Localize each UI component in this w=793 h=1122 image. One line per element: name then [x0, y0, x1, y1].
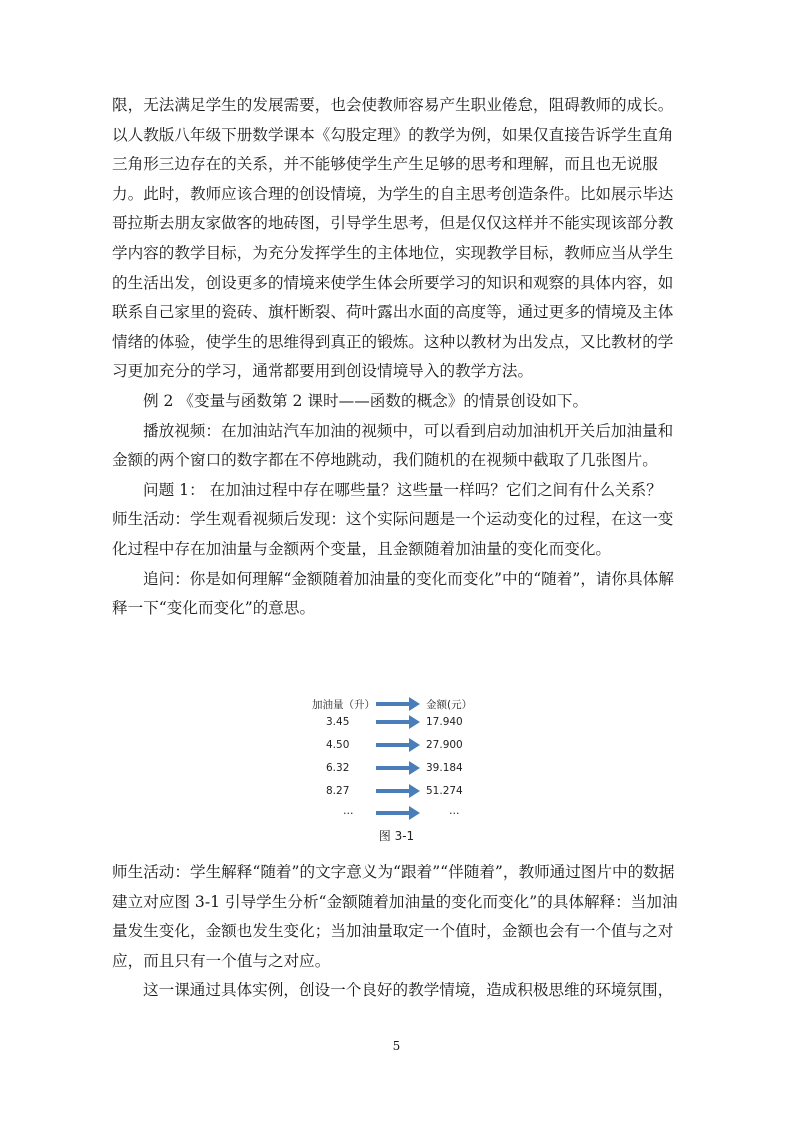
page-number: 5 — [392, 1039, 401, 1053]
figure-left-value: 3.45 — [326, 716, 350, 728]
paragraph: 问题 1： 在加油过程中存在哪些量？这些量一样吗？它们之间有什么关系？ — [143, 480, 662, 499]
figure-left-value: 4.50 — [326, 739, 350, 751]
figure-right-value: 27.900 — [426, 739, 463, 751]
figure-right-value: 51.274 — [426, 785, 463, 797]
figure-right-value: 39.184 — [426, 762, 463, 774]
paragraph: 例 2 《变量与函数第 2 课时——函数的概念》的情景创设如下。 — [143, 391, 589, 410]
figure-header-right: 金额(元） — [426, 699, 473, 711]
arrow-head — [409, 715, 420, 729]
figure-caption: 图 3-1 — [378, 829, 415, 843]
figure-left-value: 8.27 — [326, 785, 350, 797]
paragraph: 师生活动：学生观看视频后发现：这个实际问题是一个运动变化的过程，在这一变化过程中存在加油量与金额两个变量，且金额随着加油量的变化而变化。 — [112, 510, 674, 558]
paragraph: 师生活动：学生解释“随着”的文字意义为“跟着”“伴随着”，教师通过图片中的数据建立对应图 3-1 引导学生分析“金额随着加油量的变化而变化”的具体解释：当加油量发生变化，金额也发生变化；当加油量取定一个值时，金额也会有一个值与之对应，而且只有一个值与之对应。 — [112, 863, 678, 970]
paragraph: 播放视频：在加油站汽车加油的视频中，可以看到启动加油机开关后加油量和金额的两个窗口的数字都在不停地跳动，我们随机的在视频中截取了几张图片。 — [112, 421, 674, 470]
figure-arrows — [0, 687, 793, 847]
figure-right-value: 17.940 — [426, 716, 463, 728]
body-text-top — [112, 91, 682, 624]
arrow-head — [409, 761, 420, 775]
arrow-head — [409, 697, 420, 711]
figure-right-value: … — [449, 805, 460, 817]
body-text-bottom — [112, 858, 682, 1006]
arrow-head — [409, 784, 420, 798]
figure-header-left: 加油量（升） — [312, 699, 375, 711]
paragraph: 这一课通过具体实例，创设一个良好的教学情境，造成积极思维的环境氛围， — [143, 981, 674, 1000]
arrow-head — [409, 806, 420, 820]
paragraph: 限，无法满足学生的发展需要，也会使教师容易产生职业倦怠，阻碍教师的成长。以人教版八年级下册数学课本《勾股定理》的教学为例，如果仅直接告诉学生直角三角形三边存在的关系，并不能够使学生产生足够的思考和理解，而且也无说服力。此时，教师应该合理的创设情境，为学生的自主思考创造条件。比如展示毕达哥拉斯去朋友家做客的地砖图，引导学生思考，但是仅仅这样并不能实现该部分教学内容的教学目标，为充分发挥学生的主体地位，实现教学目标，教师应当从学生的生活出发，创设更多的情境来使学生体会所要学习的知识和观察的具体内容，如联系自己家里的瓷砖、旗杆断裂、荷叶露出水面的高度等，通过更多的情境及主体情绪的体验，使学生的思维得到真正的锻炼。这种以教材为出发点，又比教材的学习更加充分的学习，通常都要用到创设情境导入的教学方法。 — [112, 96, 674, 381]
paragraph: 追问：你是如何理解“金额随着加油量的变化而变化”中的“随着”，请你具体解释一下“变化而变化”的意思。 — [112, 569, 674, 618]
arrow-head — [409, 738, 420, 752]
figure-left-value: … — [343, 805, 354, 817]
figure-left-value: 6.32 — [326, 762, 350, 774]
figure-3-1 — [0, 687, 793, 847]
